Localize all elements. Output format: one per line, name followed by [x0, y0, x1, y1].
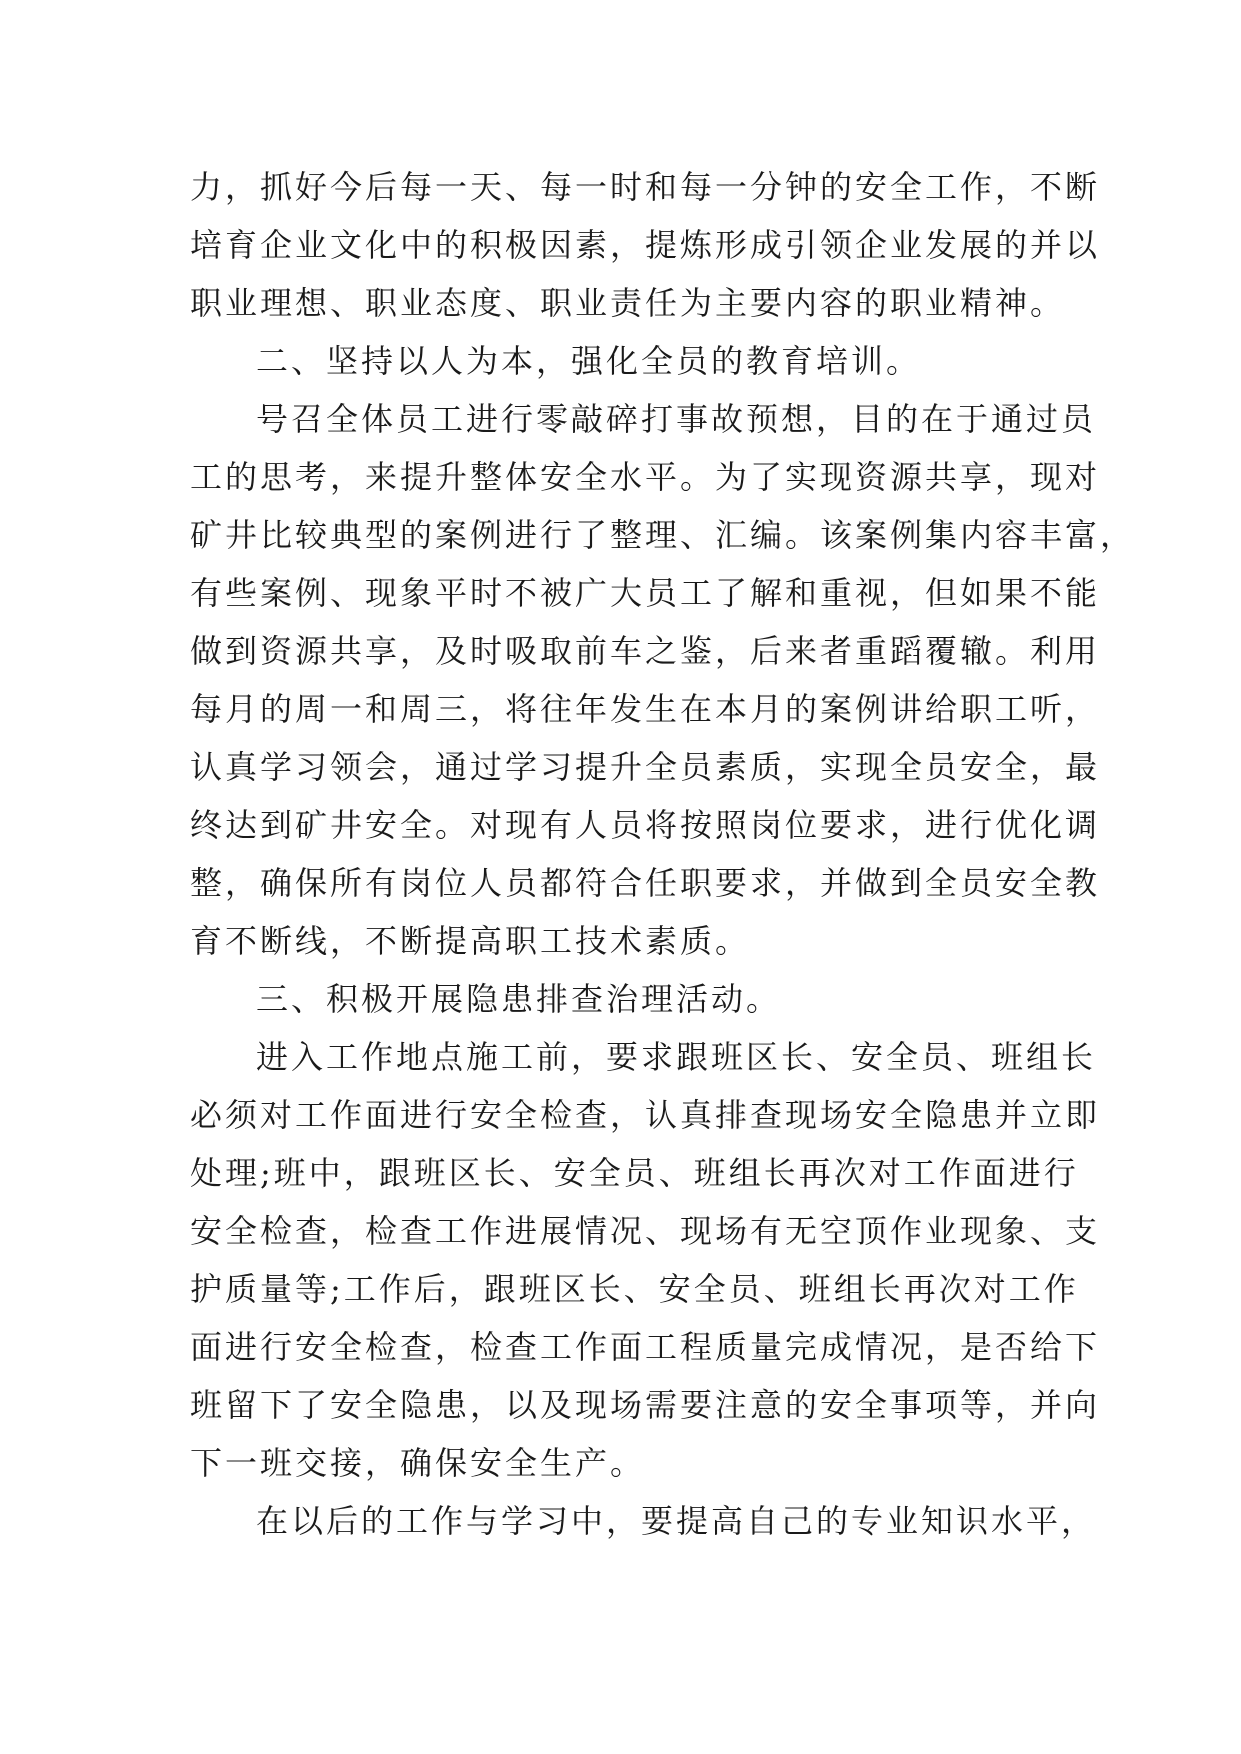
document-body [190, 158, 1136, 1550]
text-line: 有些案例、现象平时不被广大员工了解和重视，但如果不能 [190, 574, 1101, 612]
text-line: 育不断线，不断提高职工技术素质。 [190, 922, 751, 960]
paragraph-future-learning [190, 1492, 1097, 1550]
text-line: 认真学习领会，通过学习提升全员素质，实现全员安全，最 [190, 748, 1101, 786]
text-line: 进入工作地点施工前，要求跟班区长、安全员、班组长 [256, 1038, 1097, 1076]
text-line: 安全检查，检查工作进展情况、现场有无空顶作业现象、支 [190, 1212, 1101, 1250]
text-line: 在以后的工作与学习中，要提高自己的专业知识水平， [256, 1502, 1097, 1540]
text-line: 处理;班中，跟班区长、安全员、班组长再次对工作面进行 [190, 1154, 1079, 1192]
paragraph-continuation [190, 158, 1101, 332]
paragraph-education-training [190, 390, 1136, 970]
paragraph-hazard-inspection [190, 1028, 1101, 1492]
text-line: 每月的周一和周三，将往年发生在本月的案例讲给职工听， [190, 690, 1101, 728]
text-line: 面进行安全检查，检查工作面工程质量完成情况，是否给下 [190, 1328, 1101, 1366]
text-line: 工的思考，来提升整体安全水平。为了实现资源共享，现对 [190, 458, 1101, 496]
text-line: 必须对工作面进行安全检查，认真排查现场安全隐患并立即 [190, 1096, 1101, 1134]
section-heading-2 [190, 332, 1060, 390]
text-line: 下一班交接，确保安全生产。 [190, 1444, 646, 1482]
text-line: 二、坚持以人为本，强化全员的教育培训。 [256, 342, 922, 380]
text-line: 整，确保所有岗位人员都符合任职要求，并做到全员安全教 [190, 864, 1101, 902]
text-line: 终达到矿井安全。对现有人员将按照岗位要求，进行优化调 [190, 806, 1101, 844]
text-line: 班留下了安全隐患，以及现场需要注意的安全事项等，并向 [190, 1386, 1101, 1424]
text-line: 矿井比较典型的案例进行了整理、汇编。该案例集内容丰富， [190, 516, 1136, 554]
text-line: 号召全体员工进行零敲碎打事故预想，目的在于通过员 [256, 400, 1097, 438]
text-line: 力，抓好今后每一天、每一时和每一分钟的安全工作，不断 [190, 168, 1101, 206]
text-line: 三、积极开展隐患排查治理活动。 [256, 980, 782, 1018]
text-line: 培育企业文化中的积极因素，提炼形成引领企业发展的并以 [190, 226, 1101, 264]
text-line: 职业理想、职业态度、职业责任为主要内容的职业精神。 [190, 284, 1066, 322]
section-heading-3 [190, 970, 1060, 1028]
text-line: 护质量等;工作后，跟班区长、安全员、班组长再次对工作 [190, 1270, 1079, 1308]
text-line: 做到资源共享，及时吸取前车之鉴，后来者重蹈覆辙。利用 [190, 632, 1101, 670]
